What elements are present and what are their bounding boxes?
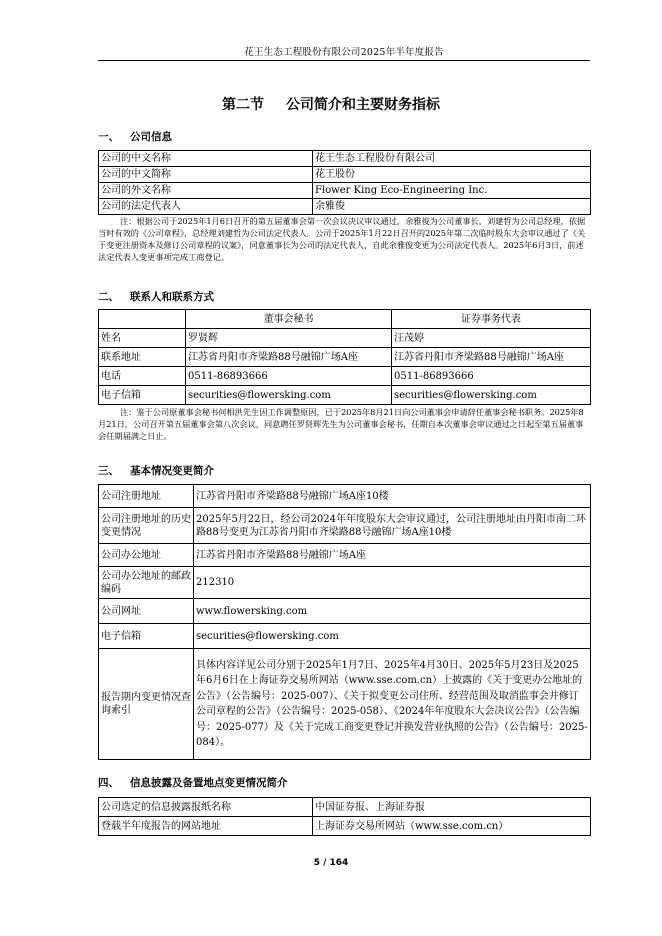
column-header: 证券事务代表 bbox=[392, 310, 591, 329]
page-number: 5 / 164 bbox=[313, 858, 349, 868]
heading-text: 联系人和联系方式 bbox=[130, 291, 214, 303]
section-title bbox=[0, 94, 662, 114]
disclosure-table bbox=[98, 797, 591, 836]
table-cell: 上海证券交易所网站（www.sse.com.cn） bbox=[313, 817, 591, 836]
table-cell: 公司注册地址 bbox=[99, 485, 194, 508]
table-row bbox=[99, 367, 591, 386]
table-cell: 公司的中文简称 bbox=[99, 167, 313, 183]
table-cell: 公司办公地址 bbox=[99, 544, 194, 567]
table-row bbox=[99, 599, 591, 624]
table-cell: 江苏省丹阳市齐梁路88号融锦广场A座 bbox=[186, 348, 392, 367]
table-cell: 公司办公地址的邮政编码 bbox=[99, 567, 194, 599]
table-cell: 电子信箱 bbox=[99, 386, 186, 405]
table-cell: 罗贤辉 bbox=[186, 329, 392, 348]
table-header-row bbox=[99, 310, 591, 329]
table-cell: 登载半年度报告的网站地址 bbox=[99, 817, 313, 836]
table-row bbox=[99, 167, 591, 183]
heading-number: 三、 bbox=[98, 465, 119, 477]
heading-number: 二、 bbox=[98, 291, 119, 303]
table-cell: 公司选定的信息披露报纸名称 bbox=[99, 798, 313, 817]
table-cell: 联系地址 bbox=[99, 348, 186, 367]
table-cell: 2025年5月22日，经公司2024年年度股东大会审议通过，公司注册地址由丹阳市南二环路88号变更为江苏省丹阳市齐梁路88号融锦广场A座10楼 bbox=[194, 508, 591, 544]
table-cell: 0511-86893666 bbox=[392, 367, 591, 386]
table-cell: 212310 bbox=[194, 567, 591, 599]
header-divider bbox=[98, 60, 590, 61]
table-cell: 中国证券报、上海证券报 bbox=[313, 798, 591, 817]
heading-disclosure bbox=[98, 775, 288, 790]
table-row bbox=[99, 649, 591, 760]
table-row bbox=[99, 199, 591, 215]
table-cell: 报告期内变更情况查询索引 bbox=[99, 649, 194, 760]
table-cell: 余雅俊 bbox=[313, 199, 591, 215]
table-row bbox=[99, 567, 591, 599]
basic-info-table bbox=[98, 484, 591, 760]
table-cell: 公司网址 bbox=[99, 599, 194, 624]
table-cell: 姓名 bbox=[99, 329, 186, 348]
table-cell: 0511-86893666 bbox=[186, 367, 392, 386]
table-cell: 花王生态工程股份有限公司 bbox=[313, 151, 591, 167]
table-cell: 公司注册地址的历史变更情况 bbox=[99, 508, 194, 544]
heading-text: 信息披露及备置地点变更情况简介 bbox=[130, 777, 288, 789]
table-row bbox=[99, 183, 591, 199]
table-cell: Flower King Eco-Engineering Inc. bbox=[313, 183, 591, 199]
company-info-table bbox=[98, 150, 591, 215]
table-row bbox=[99, 151, 591, 167]
heading-company-info bbox=[98, 129, 172, 144]
section-name: 公司简介和主要财务指标 bbox=[286, 97, 440, 113]
table-cell: 电话 bbox=[99, 367, 186, 386]
table-row bbox=[99, 485, 591, 508]
heading-text: 基本情况变更简介 bbox=[130, 465, 214, 477]
table-row bbox=[99, 624, 591, 649]
heading-basic-changes bbox=[98, 463, 214, 478]
table-row bbox=[99, 386, 591, 405]
table-row bbox=[99, 508, 591, 544]
contacts-table bbox=[98, 309, 591, 405]
running-header: 花王生态工程股份有限公司2025年半年度报告 bbox=[244, 47, 444, 58]
heading-contacts bbox=[98, 289, 214, 304]
table-cell: securities@flowersking.com bbox=[392, 386, 591, 405]
table-cell: 汪茂婷 bbox=[392, 329, 591, 348]
table-row bbox=[99, 348, 591, 367]
table-cell: 电子信箱 bbox=[99, 624, 194, 649]
table-row bbox=[99, 798, 591, 817]
table-cell: 公司的中文名称 bbox=[99, 151, 313, 167]
table-cell: securities@flowersking.com bbox=[186, 386, 392, 405]
table-cell: 江苏省丹阳市齐梁路88号融锦广场A座 bbox=[194, 544, 591, 567]
heading-number: 一、 bbox=[98, 131, 119, 143]
table-cell: 公司的法定代表人 bbox=[99, 199, 313, 215]
legal-rep-note: 注：根据公司于2025年1月6日召开的第五届董事会第一次会议决议审议通过，余雅俊为公司董事长，刘建哲为公司总经理，依据当时有效的《公司章程》，总经理刘建哲为公司法定代表人。公司于2025年1月22日召开的2025年第二次临时股东大会审议通过了《关于变更注册资本及修订公司章程的议案》，同意董事长为公司的法定代表人，自此余雅俊变更为公司法定代表人。2025年6月3日，前述法定代表人变更事项完成工商登记。 bbox=[98, 216, 586, 262]
table-cell: www.flowersking.com bbox=[194, 599, 591, 624]
table-cell: 江苏省丹阳市齐梁路88号融锦广场A座 bbox=[392, 348, 591, 367]
heading-text: 公司信息 bbox=[130, 131, 172, 143]
table-cell: 花王股份 bbox=[313, 167, 591, 183]
table-row bbox=[99, 329, 591, 348]
table-cell bbox=[99, 310, 186, 329]
table-cell: 具体内容详见公司分别于2025年1月7日、2025年4月30日、2025年5月23日及2025年6月6日在上海证券交易所网站（www.sse.com.cn）上披露的《关于变更办公地址的公告》（公告编号：2025-007）、《关于拟变更公司住所、经营范围及取消监事会并修订公司章程的公告》（公告编号：2025-058）、《2024年年度股东大会决议公告》（公告编号：2025-077）及《关于完成工商变更登记并换发营业执照的公告》（公告编号：2025-084）。 bbox=[194, 649, 591, 760]
secretary-note: 注：鉴于公司原董事会秘书何相洪先生因工作调整原因，已于2025年8月21日向公司董事会申请辞任董事会秘书职务。2025年8月21日，公司召开第五届董事会第八次会议，同意聘任罗贤辉先生为公司董事会秘书，任期自本次董事会审议通过之日起至第五届董事会任期届满之日止。 bbox=[98, 407, 584, 441]
table-cell: 江苏省丹阳市齐梁路88号融锦广场A座10楼 bbox=[194, 485, 591, 508]
table-cell: 公司的外文名称 bbox=[99, 183, 313, 199]
section-number: 第二节 bbox=[222, 97, 264, 113]
table-row bbox=[99, 817, 591, 836]
table-row bbox=[99, 544, 591, 567]
heading-number: 四、 bbox=[98, 777, 119, 789]
table-cell: securities@flowersking.com bbox=[194, 624, 591, 649]
column-header: 董事会秘书 bbox=[186, 310, 392, 329]
